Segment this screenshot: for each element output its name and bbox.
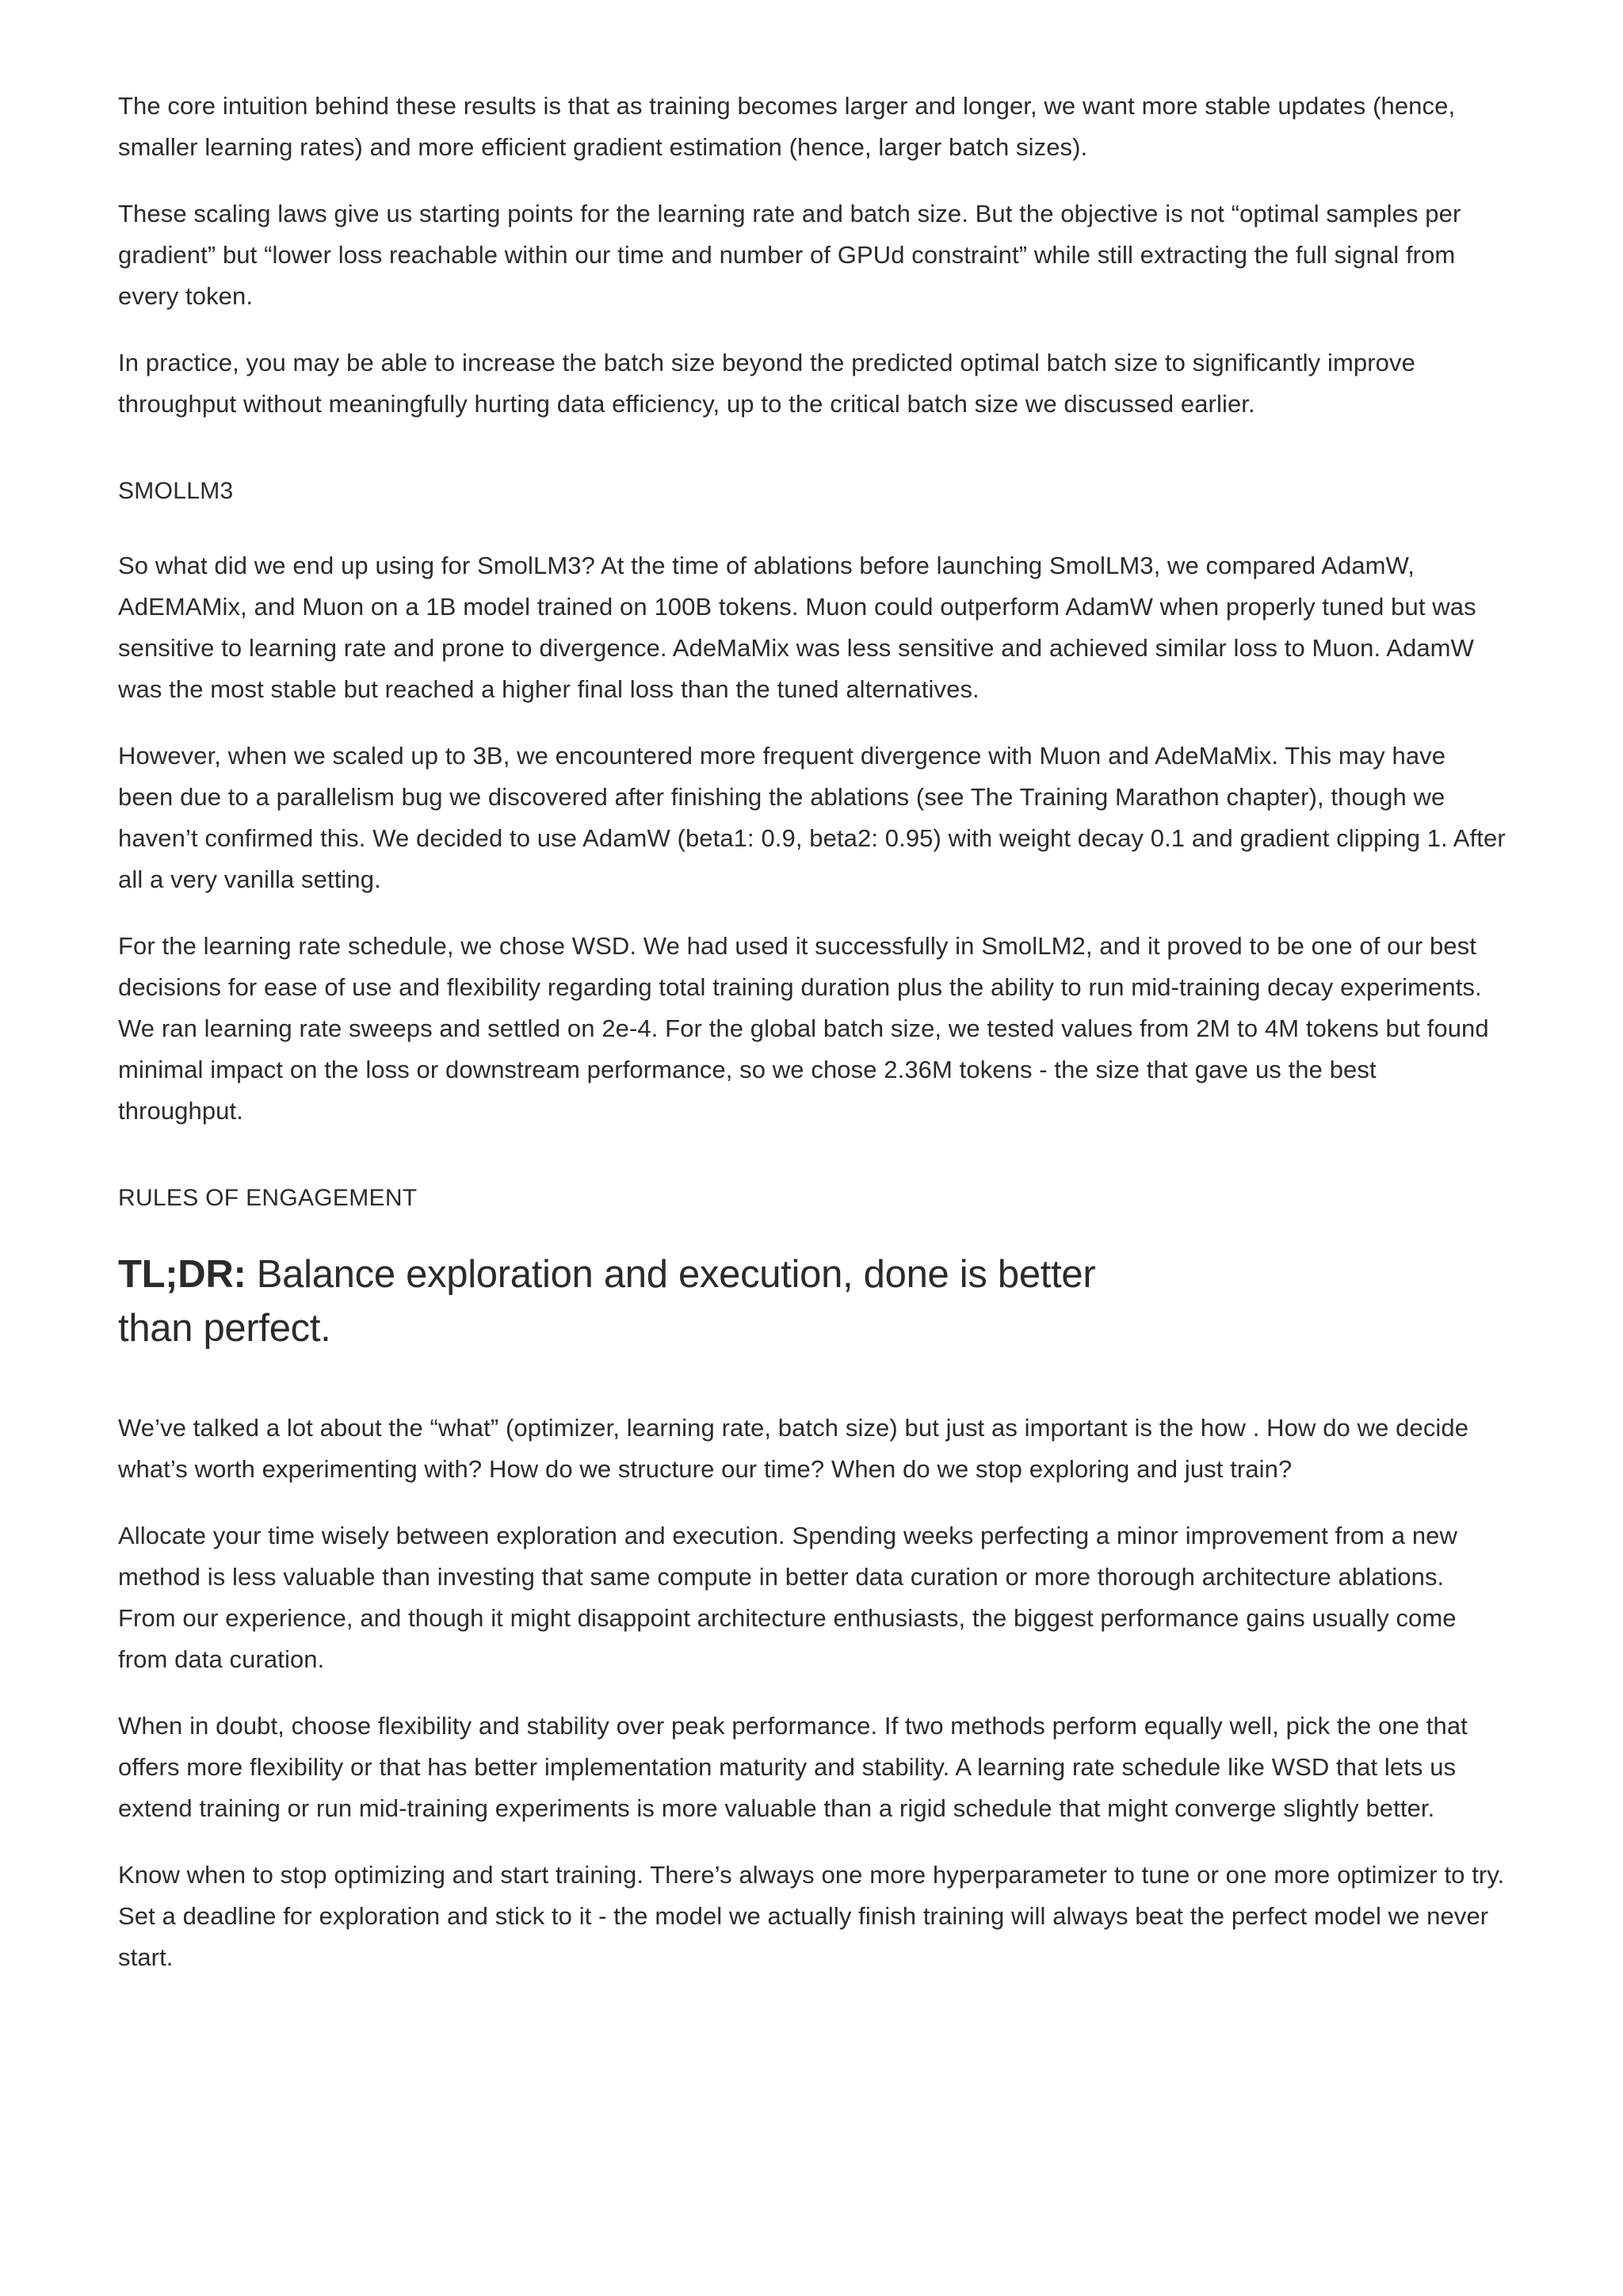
rules-paragraph-4: Know when to stop optimizing and start training. There’s always one more hyperparameter to tune or one more optimizer to try. Set a deadline for exploration and stick to it - the model we actually finish training will always beat the perfect model we never start. <box>118 1861 1505 1971</box>
section-label-smollm3: SMOLLM3 <box>118 478 234 504</box>
rules-paragraph-2: Allocate your time wisely between exploration and execution. Spending weeks perfecting a minor improvement from a new method is less valuable than investing that same compute in better data curation or more thorough architecture ablations. From our experience, and though it might disappoint architecture enthusiasts, the biggest performance gains usually come from data curation. <box>118 1522 1458 1673</box>
tldr-prefix: TL;DR: <box>118 1253 246 1296</box>
section-label-rules-of-engagement: RULES OF ENGAGEMENT <box>118 1185 418 1211</box>
intro-paragraph-2: These scaling laws give us starting points for the learning rate and batch size. But the objective is not “optimal samples per gradient” but “lower loss reachable within our time and number of GPUd constraint” while still extracting the full signal from every token. <box>118 200 1461 310</box>
smollm3-paragraph-1: So what did we end up using for SmolLM3? At the time of ablations before launching SmolLM3, we compared AdamW, AdEMAMix, and Muon on a 1B model trained on 100B tokens. Muon could outperform AdamW when properly tuned but was sensitive to learning rate and prone to divergence. AdeMaMix was less sensitive and achieved similar loss to Muon. AdamW was the most stable but reached a higher final loss than the tuned alternatives. <box>118 552 1476 703</box>
tldr-callout <box>118 1247 1148 1355</box>
intro-paragraph-1: The core intuition behind these results is that as training becomes larger and longer, we want more stable updates (hence, smaller learning rates) and more efficient gradient estimation (hence, larger batch sizes). <box>118 92 1456 161</box>
smollm3-paragraph-3: For the learning rate schedule, we chose WSD. We had used it successfully in SmolLM2, and it proved to be one of our best decisions for ease of use and flexibility regarding total training duration plus the ability to run mid-training decay experiments. We ran learning rate sweeps and settled on 2e-4. For the global batch size, we tested values from 2M to 4M tokens but found minimal impact on the loss or downstream performance, so we chose 2.36M tokens - the size that gave us the best throughput. <box>118 932 1489 1125</box>
rules-paragraph-1: We’ve talked a lot about the “what” (optimizer, learning rate, batch size) but just as important is the how . How do we decide what’s worth experimenting with? How do we structure our time? When do we stop exploring and just train? <box>118 1414 1469 1483</box>
smollm3-paragraph-2: However, when we scaled up to 3B, we encountered more frequent divergence with Muon and AdeMaMix. This may have been due to a parallelism bug we discovered after finishing the ablations (see The Training Marathon chapter), though we haven’t confirmed this. We decided to use AdamW (beta1: 0.9, beta2: 0.95) with weight decay 0.1 and gradient clipping 1. After all a very vanilla setting. <box>118 742 1506 893</box>
tldr-text: Balance exploration and execution, done is better than perfect. <box>118 1253 1096 1350</box>
intro-paragraph-3: In practice, you may be able to increase the batch size beyond the predicted optimal batch size to significantly improve throughput without meaningfully hurting data efficiency, up to the critical batch size we discussed earlier. <box>118 349 1415 418</box>
rules-paragraph-3: When in doubt, choose flexibility and stability over peak performance. If two methods perform equally well, pick the one that offers more flexibility or that has better implementation maturity and stability. A learning rate schedule like WSD that lets us extend training or run mid-training experiments is more valuable than a rigid schedule that might converge slightly better. <box>118 1712 1468 1822</box>
